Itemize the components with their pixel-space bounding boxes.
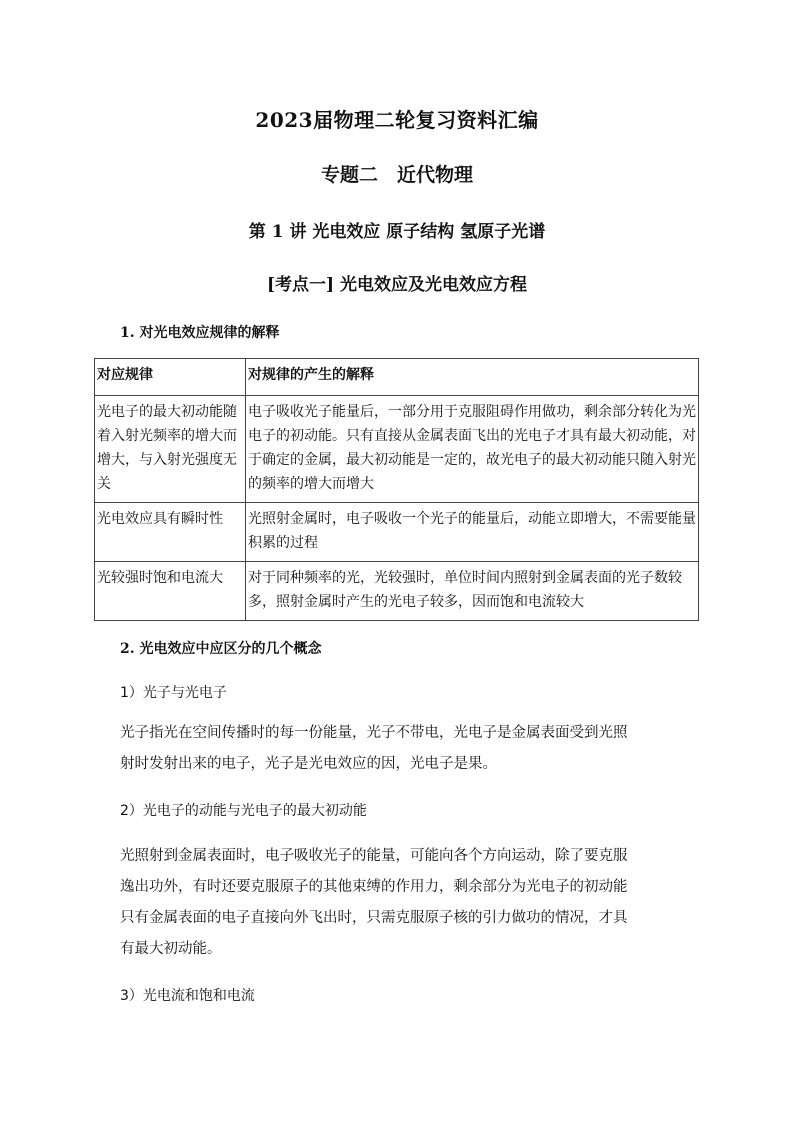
lecture-title: 第 1 讲 光电效应 原子结构 氢原子光谱 [248,222,546,242]
table-header-cell: 对规律的产生的解释 [246,359,699,396]
section1-heading: 1. 对光电效应规律的解释 [120,325,280,341]
document-title: 2023届物理二轮复习资料汇编 [255,108,539,132]
paragraph-line: 射时发射出来的电子，光子是光电效应的因，光电子是果。 [120,756,497,772]
table-row [95,503,699,562]
paragraph-line: 只有金属表面的电子直接向外飞出时，只需克服原子核的引力做功的情况，才具 [120,910,628,926]
table-cell-rule: 光较强时饱和电流大 [95,562,246,621]
rules-table [94,358,699,621]
topic-title: 专题二 近代物理 [320,164,473,186]
concept-paragraph [120,718,688,780]
table-cell-explanation: 对于同种频率的光，光较强时，单位时间内照射到金属表面的光子数较多，照射金属时产生的光电子较多，因而饱和电流较大 [246,562,699,621]
paragraph-line: 有最大初动能。 [120,941,222,957]
paragraph-line: 逸出功外，有时还要克服原子的其他束缚的作用力，剩余部分为光电子的初动能 [120,879,628,895]
table-header-row [95,359,699,396]
table-cell-rule: 光电效应具有瞬时性 [95,503,246,562]
table-cell-explanation: 光照射金属时，电子吸收一个光子的能量后，动能立即增大，不需要能量积累的过程 [246,503,699,562]
table-row [95,562,699,621]
table-header-cell: 对应规律 [95,359,246,396]
concept-paragraph [120,841,688,965]
table-row [95,396,699,503]
paragraph-line: 光子指光在空间传播时的每一份能量，光子不带电，光电子是金属表面受到光照 [120,725,628,741]
point-title: [考点一] 光电效应及光电效应方程 [266,275,527,295]
concept-label: 2）光电子的动能与光电子的最大初动能 [120,803,367,819]
concept-label: 1）光子与光电子 [120,685,227,701]
section2-heading: 2. 光电效应中应区分的几个概念 [120,641,322,657]
table-cell-explanation: 电子吸收光子能量后，一部分用于克服阻碍作用做功，剩余部分转化为光电子的初动能。只有直接从金属表面飞出的光电子才具有最大初动能，对于确定的金属，最大初动能是一定的，故光电子的最大初动能只随入射光的频率的增大而增大 [246,396,699,503]
paragraph-line: 光照射到金属表面时，电子吸收光子的能量，可能向各个方向运动，除了要克服 [120,848,628,864]
table-cell-rule: 光电子的最大初动能随着入射光频率的增大而增大，与入射光强度无关 [95,396,246,503]
concept-label: 3）光电流和饱和电流 [120,988,255,1004]
